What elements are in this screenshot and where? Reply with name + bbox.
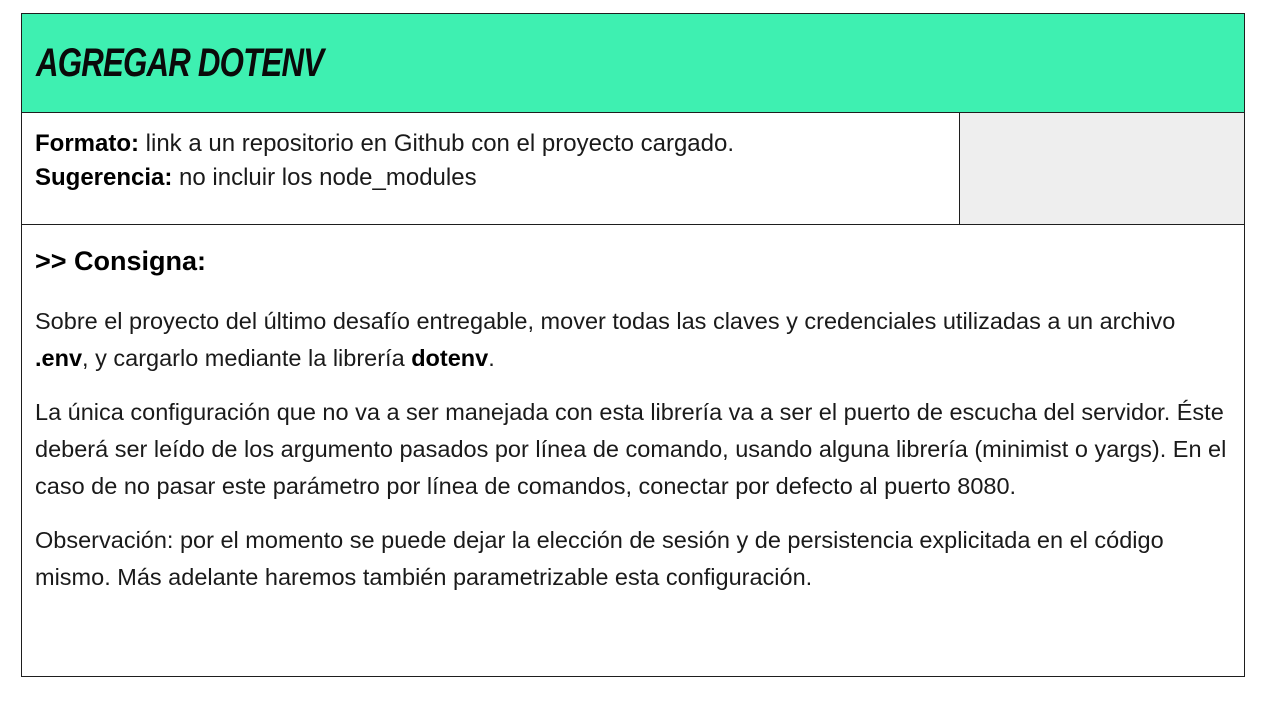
paragraph-2: La única configuración que no va a ser manejada con esta librería va a ser el puerto de escucha del servidor. Éste deberá ser leído de los argumento pasados por línea de comando, usando alguna librería (minimist o yargs). En el caso de no pasar este parámetro por línea de comandos, conectar por defecto al puerto 8080. xyxy=(35,399,1227,499)
info-panel xyxy=(22,113,960,224)
header-banner xyxy=(22,14,1244,113)
p1-text-1: Sobre el proyecto del último desafío entregable, mover todas las claves y credenciales utilizadas a un archivo xyxy=(35,308,1176,334)
format-label: Formato: xyxy=(35,130,139,157)
p1-text-3: . xyxy=(488,345,495,371)
assignment-card xyxy=(21,13,1245,677)
info-row xyxy=(22,113,1244,225)
suggestion-text: no incluir los node_modules xyxy=(172,164,477,191)
paragraph-1 xyxy=(35,303,1232,377)
p1-text-2: , y cargarlo mediante la librería xyxy=(82,345,412,371)
info-side-panel xyxy=(960,113,1244,224)
suggestion-label: Sugerencia: xyxy=(35,164,173,191)
consigna-title: >> Consigna: xyxy=(35,246,207,276)
paragraph-3: Observación: por el momento se puede dejar la elección de sesión y de persistencia explicitada en el código mismo. Más adelante haremos también parametrizable esta configuración. xyxy=(35,527,1164,590)
format-line xyxy=(35,127,959,161)
format-text: link a un repositorio en Github con el proyecto cargado. xyxy=(139,130,735,157)
consigna-section xyxy=(22,225,1244,596)
p1-bold-dotenv: dotenv xyxy=(411,345,489,371)
p1-bold-env: .env xyxy=(35,345,83,371)
suggestion-line xyxy=(35,161,959,195)
page-title: AGREGAR DOTENV xyxy=(36,40,324,85)
